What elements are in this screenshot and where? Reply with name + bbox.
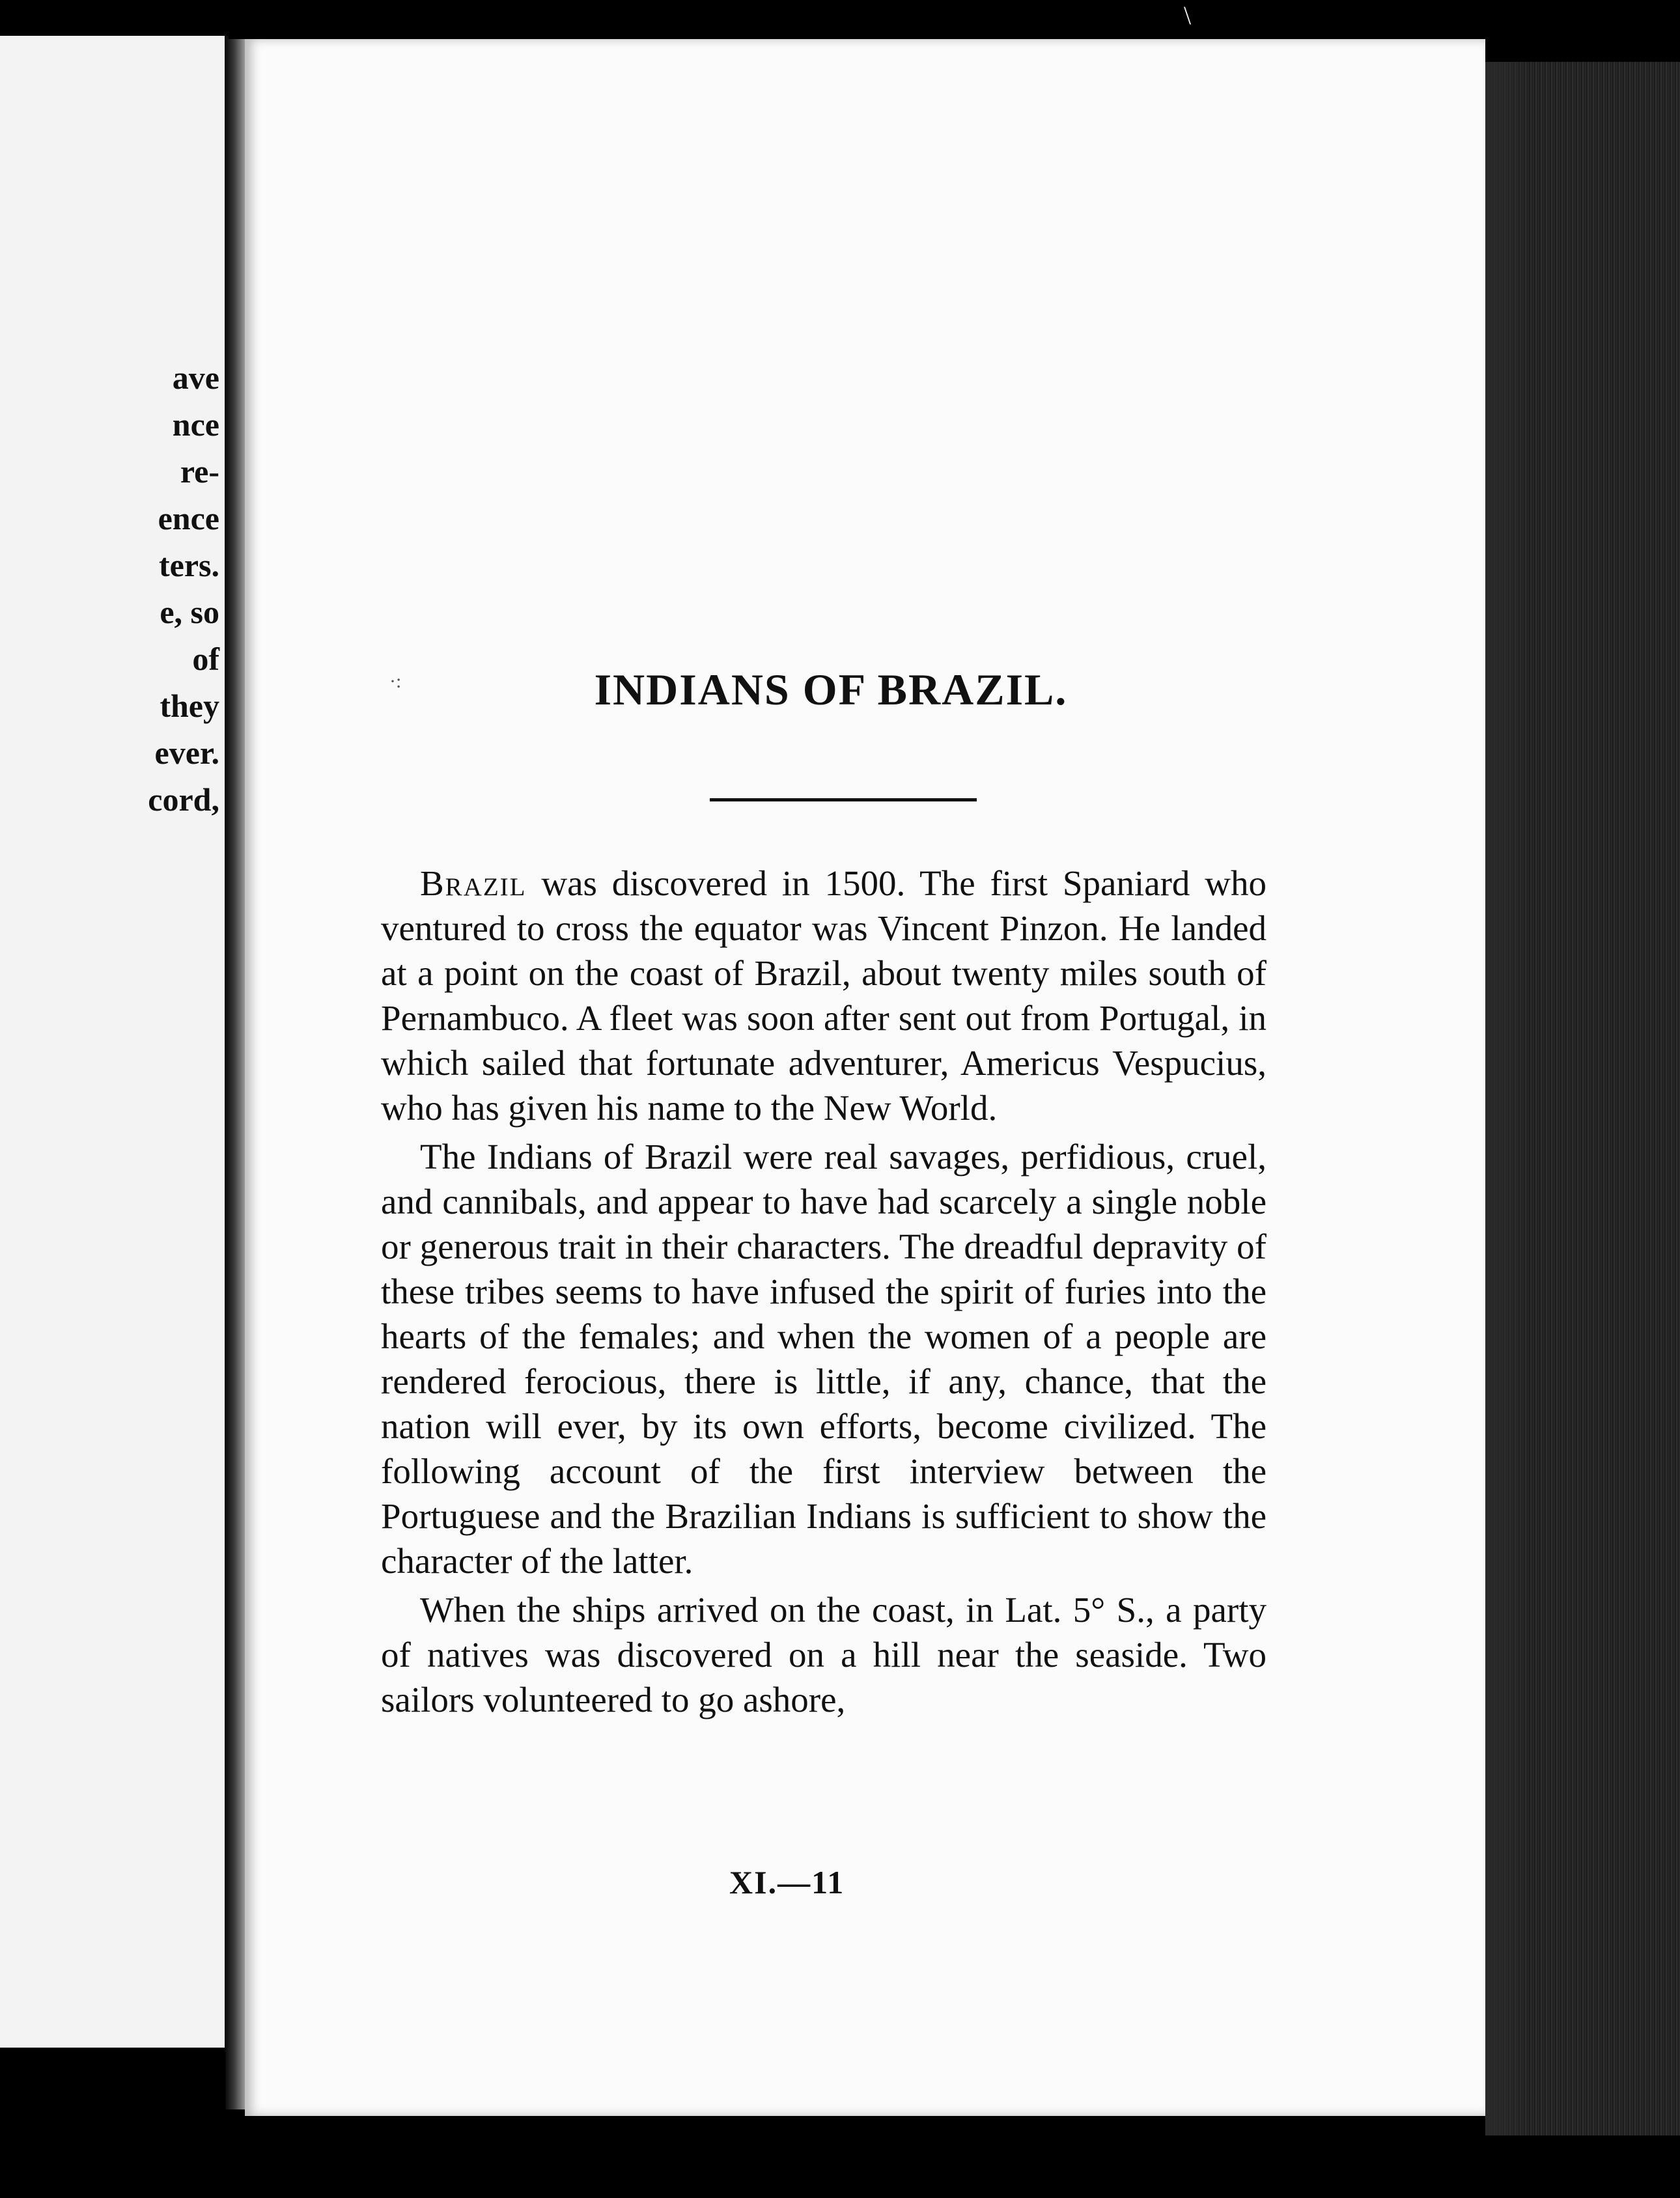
previous-page xyxy=(0,36,229,2048)
signature-mark: XI.—11 xyxy=(729,1864,845,1900)
left-text-fragment: e, so xyxy=(160,594,219,630)
paragraph-lead: Brazil xyxy=(420,863,527,903)
left-text-fragment: ave xyxy=(172,359,219,396)
paragraph xyxy=(381,1587,1267,1722)
left-text-fragment: cord, xyxy=(148,781,219,818)
body-text xyxy=(381,861,1267,1722)
chapter-title: INDIANS OF BRAZIL. xyxy=(594,665,1068,714)
paragraph-text: When the ships arrived on the coast, in Lat. 5° S., a party of natives was discovered on a hill near the seaside. Two sailors volunteered to go ashore, xyxy=(381,1590,1267,1719)
scan-mark: \ xyxy=(1184,1,1192,30)
left-text-fragment: ever. xyxy=(154,734,219,771)
ink-speck: ·: xyxy=(389,671,402,692)
paragraph xyxy=(381,861,1267,1130)
page-edges xyxy=(1485,62,1680,2135)
left-text-fragment: they xyxy=(160,688,219,724)
left-text-fragment: re- xyxy=(180,453,219,490)
left-text-fragment: nce xyxy=(172,406,219,443)
book-gutter xyxy=(225,39,245,2109)
paragraph xyxy=(381,1134,1267,1583)
left-text-fragment: of xyxy=(192,641,219,677)
left-text-fragment: ence xyxy=(158,500,219,536)
paragraph-text: was discovered in 1500. The first Spaniard who ventured to cross the equator was Vincent Pinzon. He landed at a point on the coast of Brazil, about twenty miles south of Pernambuco. A fleet was soon after sent out from Portugal, in which sailed that fortunate adventurer, Americus Vespucius, who has given his name to the New World. xyxy=(381,863,1267,1128)
title-rule xyxy=(710,798,977,801)
paragraph-text: The Indians of Brazil were real savages, perfidious, cruel, and cannibals, and appear to have had scarcely a single noble or generous trait in their characters. The dreadful depravity of these tribes seems to have infused the spirit of furies into the hearts of the females; and when the women of a people are rendered ferocious, there is little, if any, chance, that the nation will ever, by its own efforts, become civilized. The following account of the first interview between the Portuguese and the Brazilian Indians is sufficient to show the character of the latter. xyxy=(381,1137,1267,1581)
left-text-fragment: ters. xyxy=(159,547,219,583)
